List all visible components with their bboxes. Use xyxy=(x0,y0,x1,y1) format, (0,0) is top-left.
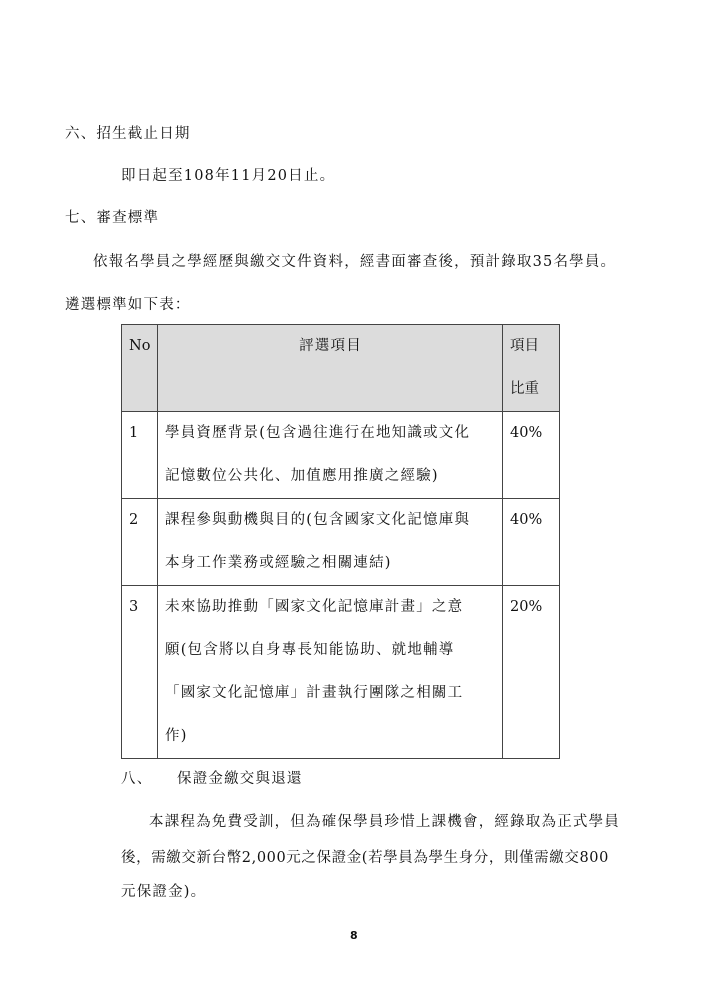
table-intro: 遴選標準如下表： xyxy=(65,297,191,313)
table-header-row xyxy=(122,325,560,412)
section8-number: 八、 xyxy=(121,771,153,787)
section7-body: 依報名學員之學經歷與繳交文件資料，經書面審查後，預計錄取35名學員。 xyxy=(93,254,617,270)
row-number: 2 xyxy=(122,499,158,586)
page-number: 8 xyxy=(350,929,358,942)
criteria-table xyxy=(121,324,560,759)
row-item: 學員資歷背景(包含過往進行在地知識或文化 記憶數位公共化、加值應用推廣之經驗) xyxy=(158,412,503,499)
row-item: 課程參與動機與目的(包含國家文化記憶庫與 本身工作業務或經驗之相關連結) xyxy=(158,499,503,586)
row-weight: 40% xyxy=(503,412,560,499)
table-row xyxy=(122,412,560,499)
header-weight: 項目 比重 xyxy=(503,325,560,412)
table-row xyxy=(122,499,560,586)
row-weight: 20% xyxy=(503,586,560,759)
section6-body: 即日起至108年11月20日止。 xyxy=(121,168,336,184)
section7-heading: 七、審查標準 xyxy=(65,210,160,226)
row-weight: 40% xyxy=(503,499,560,586)
row-number: 1 xyxy=(122,412,158,499)
section8-heading: 保證金繳交與退還 xyxy=(177,771,303,787)
section8-body-line1: 本課程為免費受訓，但為確保學員珍惜上課機會，經錄取為正式學員 xyxy=(149,814,620,830)
section8-body-line2: 後，需繳交新台幣2,000元之保證金(若學員為學生身分，則僅需繳交800 xyxy=(121,850,609,866)
header-no: No xyxy=(122,325,158,412)
row-item: 未來協助推動「國家文化記憶庫計畫」之意 願(包含將以自身專長知能協助、就地輔導 「國家文化記憶庫」計畫執行團隊之相關工 作) xyxy=(158,586,503,759)
row-number: 3 xyxy=(122,586,158,759)
table-row xyxy=(122,586,560,759)
section6-heading: 六、招生截止日期 xyxy=(65,126,191,142)
header-item: 評選項目 xyxy=(158,325,503,412)
section8-body-line3: 元保證金)。 xyxy=(121,884,207,900)
